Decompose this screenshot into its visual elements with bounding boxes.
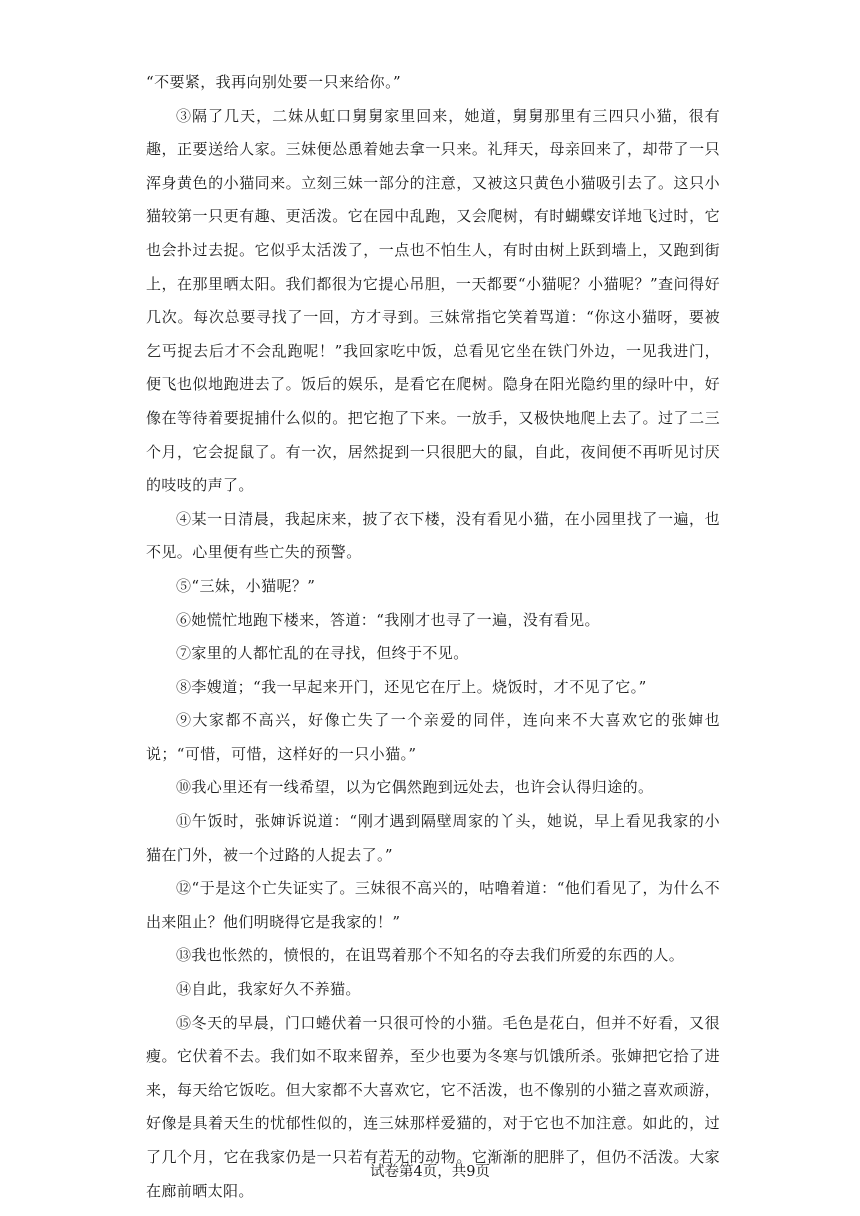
paragraph-8: ⑧李嫂道；“我一早起来开门，还见它在厅上。烧饭时，才不见了它。” bbox=[176, 677, 647, 696]
paragraph-9: ⑨大家都不高兴，好像亡失了一个亲爱的同伴，连向来不大喜欢它的张婶也说；“可惜，可惜，这样好的一只小猫。” bbox=[146, 711, 720, 763]
paragraph-4: ④某一日清晨，我起床来，披了衣下楼，没有看见小猫，在小园里找了一遍，也不见。心里便有些亡失的预警。 bbox=[146, 509, 720, 562]
paragraph-6: ⑥她慌忙地跑下楼来，答道：“我刚才也寻了一遍，没有看见。 bbox=[176, 610, 600, 629]
page-footer: 试卷第4页，共9页 bbox=[370, 1164, 490, 1180]
paragraph-12: ⑫“于是这个亡失证实了。三妹很不高兴的，咕噜着道：“他们看见了，为什么不出来阻止？他们明晓得它是我家的！” bbox=[146, 879, 720, 931]
document-body bbox=[146, 66, 720, 1208]
paragraph-13: ⑬我也怅然的，愤恨的，在诅骂着那个不知名的夺去我们所爱的东西的人。 bbox=[176, 946, 685, 965]
paragraph-15: ⑮冬天的早晨，门口蜷伏着一只很可怜的小猫。毛色是花白，但并不好看，又很瘦。它伏着不去。我们如不取来留养，至少也要为冬寒与饥饿所杀。张婶把它拾了进来，每天给它饭吃。但大家都不大喜欢它，它不活泼，也不像别的小猫之喜欢顽游，好像是具着天生的忧郁性似的，连三妹那样爱猫的，对于它也不加注意。如此的，过了几个月，它在我家仍是一只若有若无的动物。它渐渐的肥胖了，但仍不活泼。大家在廊前晒太阳。 bbox=[146, 1013, 720, 1200]
paragraph-10: ⑩我心里还有一线希望，以为它偶然跑到远处去，也许会认得归途的。 bbox=[176, 778, 654, 797]
paragraph-1: “不要紧，我再向别处要一只来给你。” bbox=[146, 73, 402, 91]
paragraph-3: ③隔了几天，二妹从虹口舅舅家里回来，她道，舅舅那里有三四只小猫，很有趣，正要送给人家。三妹便怂恿着她去拿一只来。礼拜天，母亲回来了，却带了一只浑身黄色的小猫同来。立刻三妹一部分的注意，又被这只黄色小猫吸引去了。这只小猫较第一只更有趣、更活泼。它在园中乱跑，又会爬树，有时蝴蝶安详地飞过时，它也会扑过去捉。它似乎太活泼了，一点也不怕生人，有时由树上跃到墙上，又跑到街上，在那里晒太阳。我们都很为它提心吊胆，一天都要“小猫呢？小猫呢？”查问得好几次。每次总要寻找了一回，方才寻到。三妹常指它笑着骂道：“你这小猫呀，要被乞丐捉去后才不会乱跑呢！”我回家吃中饭，总看见它坐在铁门外边，一见我进门，便飞也似地跑进去了。饭后的娱乐，是看它在爬树。隐身在阳光隐约里的绿叶中，好像在等待着要捉捕什么似的。把它抱了下来。一放手，又极快地爬上去了。过了二三个月，它会捉鼠了。有一次，居然捉到一只很肥大的鼠，自此，夜间便不再听见讨厌的吱吱的声了。 bbox=[146, 106, 720, 495]
paragraph-14: ⑭自此，我家好久不养猫。 bbox=[176, 980, 361, 999]
paragraph-5: ⑤“三妹，小猫呢？” bbox=[176, 576, 316, 595]
paragraph-7: ⑦家里的人都忙乱的在寻找，但终于不见。 bbox=[176, 644, 469, 663]
paragraph-11: ⑪午饭时，张婶诉说道：“刚才遇到隔壁周家的丫头，她说，早上看见我家的小猫在门外，被一个过路的人捉去了。” bbox=[146, 812, 720, 864]
